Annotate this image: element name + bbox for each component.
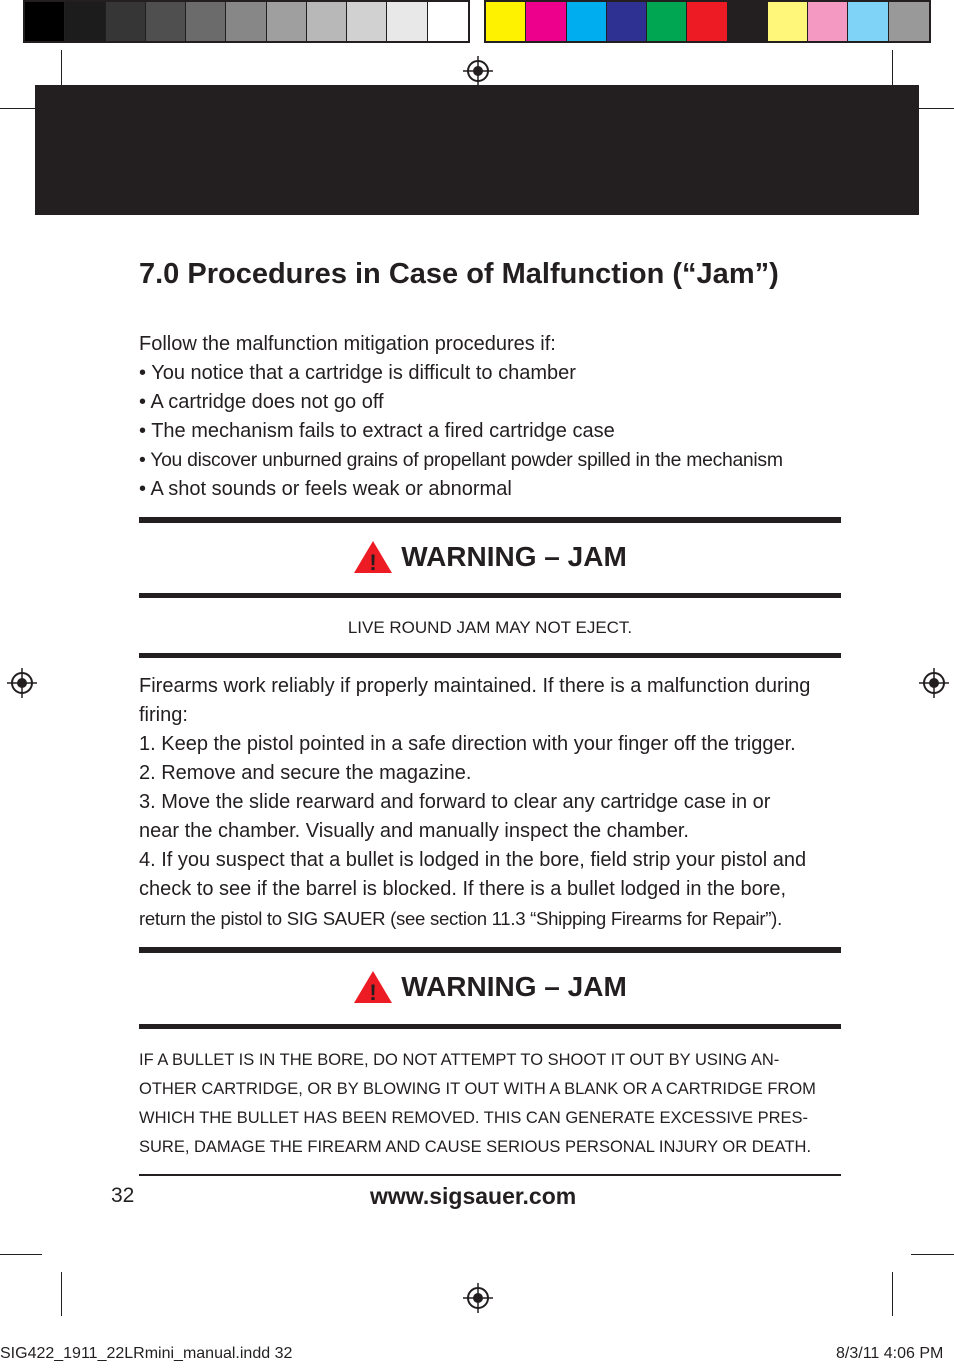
color-swatch: [848, 2, 888, 41]
color-swatch: [146, 2, 186, 41]
warning-heading-text: WARNING – JAM: [401, 971, 627, 1002]
bullet-item: • You notice that a cartridge is difficult to chamber: [139, 362, 576, 384]
chapter-header-block: [35, 85, 919, 215]
crop-mark: [911, 1254, 954, 1255]
warning-top-rule: [139, 517, 841, 523]
procedure-line: 1. Keep the pistol pointed in a safe direction with your finger off the trigger.: [139, 733, 796, 755]
warning-line: IF A BULLET IS IN THE BORE, DO NOT ATTEMPT TO SHOOT IT OUT BY USING AN-: [139, 1051, 780, 1069]
bullet-item: • You discover unburned grains of propellant powder spilled in the mechanism: [139, 449, 783, 471]
crop-mark: [61, 1272, 62, 1316]
color-swatch: [647, 2, 687, 41]
crop-mark: [892, 1272, 893, 1316]
registration-target-icon: [919, 668, 949, 698]
intro-lead: Follow the malfunction mitigation procedures if:: [139, 333, 556, 355]
footer-url[interactable]: www.sigsauer.com: [370, 1183, 577, 1209]
color-swatch: [768, 2, 808, 41]
color-swatch: [486, 2, 526, 41]
crop-mark: [0, 1254, 42, 1255]
warning-triangle-icon: [353, 540, 393, 574]
warning-text: LIVE ROUND JAM MAY NOT EJECT.: [347, 618, 633, 637]
color-swatch: [607, 2, 647, 41]
color-swatch: [567, 2, 607, 41]
section-title: 7.0 Procedures in Case of Malfunction (“Jam”): [139, 258, 779, 290]
procedure-line: return the pistol to SIG SAUER (see section 11.3 “Shipping Firearms for Repair”).: [139, 908, 782, 929]
procedure-line: 3. Move the slide rearward and forward to clear any cartridge case in or: [139, 791, 771, 813]
page-number: 32: [111, 1184, 135, 1207]
color-swatch: [526, 2, 566, 41]
svg-text:!: !: [369, 550, 377, 574]
registration-target-icon: [463, 1283, 493, 1313]
footer-rule: [139, 1174, 841, 1176]
color-swatch: [687, 2, 727, 41]
color-swatch: [106, 2, 146, 41]
procedure-line: check to see if the barrel is blocked. If there is a bullet lodged in the bore,: [139, 878, 787, 900]
bullet-item: • A shot sounds or feels weak or abnormal: [139, 478, 512, 500]
color-swatch: [808, 2, 848, 41]
warning-mid-rule: [139, 1024, 841, 1029]
color-swatch: [387, 2, 427, 41]
procedure-paragraph: [139, 672, 844, 933]
color-swatch: [889, 2, 929, 41]
color-swatch: [347, 2, 387, 41]
grayscale-calibration-bar: [23, 0, 470, 43]
color-swatch: [267, 2, 307, 41]
warning-heading: [139, 540, 841, 574]
warning-bottom-rule: [139, 653, 841, 658]
registration-target-icon: [463, 56, 493, 86]
warning-heading-text: WARNING – JAM: [401, 541, 627, 572]
procedure-line: firing:: [139, 704, 188, 726]
warning-line: OTHER CARTRIDGE, OR BY BLOWING IT OUT WITH A BLANK OR A CARTRIDGE FROM: [139, 1080, 816, 1098]
warning-mid-rule: [139, 593, 841, 598]
print-slug-date: 8/3/11 4:06 PM: [836, 1345, 944, 1362]
intro-paragraph: [139, 330, 844, 504]
procedure-line: Firearms work reliably if properly maintained. If there is a malfunction during: [139, 675, 811, 697]
bullet-item: • A cartridge does not go off: [139, 391, 384, 413]
procedure-line: 2. Remove and secure the magazine.: [139, 762, 472, 784]
procedure-line: 4. If you suspect that a bullet is lodged in the bore, field strip your pistol and: [139, 849, 807, 871]
color-swatch: [25, 2, 65, 41]
color-calibration-bar: [484, 0, 931, 43]
warning-top-rule: [139, 947, 841, 953]
color-swatch: [428, 2, 468, 41]
color-swatch: [307, 2, 347, 41]
registration-target-icon: [7, 668, 37, 698]
warning-line: SURE, DAMAGE THE FIREARM AND CAUSE SERIOUS PERSONAL INJURY OR DEATH.: [139, 1138, 812, 1156]
color-swatch: [728, 2, 768, 41]
color-swatch: [226, 2, 266, 41]
print-slug-file: SIG422_1911_22LRmini_manual.indd 32: [0, 1345, 293, 1362]
warning-line: WHICH THE BULLET HAS BEEN REMOVED. THIS CAN GENERATE EXCESSIVE PRES-: [139, 1109, 809, 1127]
bullet-item: • The mechanism fails to extract a fired cartridge case: [139, 420, 615, 442]
procedure-line: near the chamber. Visually and manually inspect the chamber.: [139, 820, 689, 842]
warning-heading: [139, 970, 841, 1004]
svg-text:!: !: [369, 980, 377, 1004]
warning-triangle-icon: [353, 970, 393, 1004]
color-swatch: [186, 2, 226, 41]
color-swatch: [65, 2, 105, 41]
warning-text-block: [139, 1046, 844, 1162]
